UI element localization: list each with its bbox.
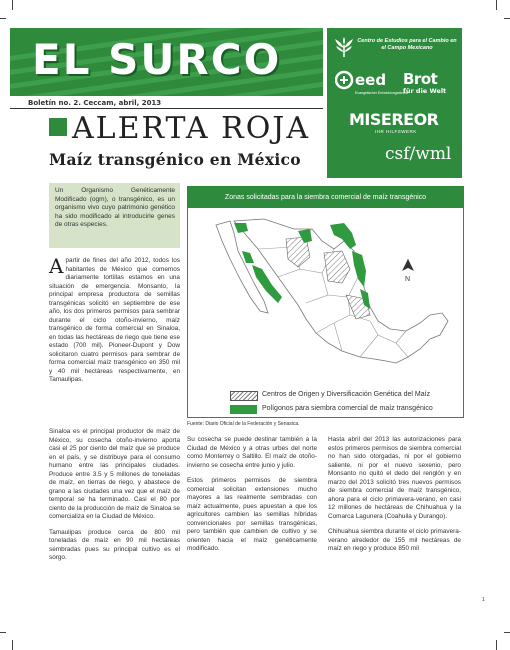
map-header: Zonas solicitadas para la siembra comercial de maíz transgénico [188,187,463,208]
eed-subtitle: Evangelischer Entwicklungsdienst [355,91,408,95]
paragraph: Estos primeros permisos de siembra comercial solicitan extensiones mucho mayores a las realmente sembradas con maíz actualmente, pues apuestan a que los agricultores cambien las semillas híbridas convencionales por semillas transgénicas, pero también que cambien de cultivo y se orienten hacia el maíz genéticamente modificado. [187,477,317,552]
legend-origin-label: Centros de Origen y Diversificación Genética del Maíz [262,391,431,398]
column-1-bottom [49,428,180,570]
legend-hatch-swatch [230,391,258,401]
paragraph [49,254,180,385]
drop-cap: A [49,254,64,278]
brot-logo-text: Brot [403,70,438,88]
misereor-logo: MISEREOR [349,110,439,129]
paragraph: Tamaulipas produce cerca de 800 mil toneladas de maíz en 90 mil hectáreas sembradas pues su principal cultivo es el sorgo. [49,528,180,561]
svg-text:eed: eed [355,71,387,89]
crop-mark [496,640,497,650]
mexico-map [194,211,456,387]
corn-plant-icon [333,36,355,58]
misereor-subtitle: IHR HILFSWERK [375,129,417,134]
paragraph: Chihuahua siembra durante el ciclo primavera-verano alrededor de 155 mil hectáreas de maíz en riego y produce 850 mil [328,528,461,552]
crop-mark [504,632,510,633]
ceccam-name: Centro de Estudios para el Cambio en el Campo Mexicano [357,38,457,51]
crop-mark [504,18,510,19]
crop-mark [496,0,497,10]
page-number: 1 [482,597,485,603]
csf-logo: csf/wml [385,144,452,164]
column-2 [187,436,317,561]
map-source: Fuente: Diario Oficial de la Federación y Senasica. [187,421,300,427]
masthead-rule [10,108,323,109]
newsletter-title: EL SURCO [32,35,282,84]
bulletin-info: Boletín no. 2. Ceccam, abril, 2013 [28,99,162,107]
sponsor-panel [327,28,462,178]
map-figure [187,186,464,418]
brot-logo-subtitle: für die Welt [403,87,447,95]
title-square-icon [49,118,67,136]
paragraph: Sinaloa es el principal productor de maíz de México, su cosecha otoño-invierno aporta casi el 25 por ciento del maíz que se produce en el país, y se distribuye para el consumo humano entre las principales ciudades. Produce entre 3.5 y 5 millones de toneladas de maíz, en tierras de riego, y abastece de grano a las ciudades una vez que el maíz de temporal se ha terminado. Casi el 80 por ciento de la producción de maíz de Sinaloa se comercializa en la Ciudad de México. [49,428,180,520]
paragraph-text: partir de fines del año 2012, todos los habitantes de México que comemos diariamente tortillas estamos en una situación de emergencia. Monsanto, la principal empresa productora de semillas transgénicas solicitó en septiembre de ese año, los dos primeros permisos para sembrar durante el ciclo otoño-invierno, maíz transgénico de forma comercial en Sinaloa, en todas las hectáreas de riego que tiene ese estado (700 mil). Pioneer-Dupont y Dow solicitaron cuatro permisos para sembrar de forma comercial maíz transgénico en 350 mil y 40 mil hectáreas respectivamente, en Tamaulipas. [49,257,180,383]
crop-mark [12,0,13,10]
gm-corn-polygon [242,251,254,263]
north-label: N [405,276,411,283]
definition-text: Un Organismo Genéticamente Modificado (ogm), o transgénico, es un organismo vivo cuyo patrimonio genético ha sido modificado al introducirle genes de otras especies. [55,187,175,229]
article-title: ALERTA ROJA [72,111,310,146]
column-3 [328,436,461,561]
legend-green-swatch [230,405,257,414]
legend-polygon-label: Polígonos para siembra comercial de maíz transgénico [262,405,433,412]
paragraph: Hasta abril del 2013 las autorizaciones para estos primeros permisos de siembra comercial no han sido otorgadas, ni por el gobierno saliente, ni por el nuevo sexenio, pero Monsanto no quitó el dedo del renglón y en marzo del 2013 solicitó tres nuevos permisos de siembra comercial de maíz transgénico, ahora para el ciclo primavera-verano, en casi 12 millones de hectáreas de Chihuahua y la Comarca Lagunera (Coahuila y Durango). [328,436,461,520]
article-subtitle: Maíz transgénico en México [49,150,301,169]
crop-mark [0,632,6,633]
crop-mark [12,640,13,650]
north-arrow-icon [402,259,414,271]
paragraph: Su cosecha se puede destinar también a la Ciudad de México y a otras urbes del norte como Monterrey o Saltillo. El maíz de otoño-invierno se cosecha entre junio y julio. [187,436,317,469]
masthead [10,28,323,96]
crop-mark [0,18,6,19]
column-1-top [49,254,180,392]
